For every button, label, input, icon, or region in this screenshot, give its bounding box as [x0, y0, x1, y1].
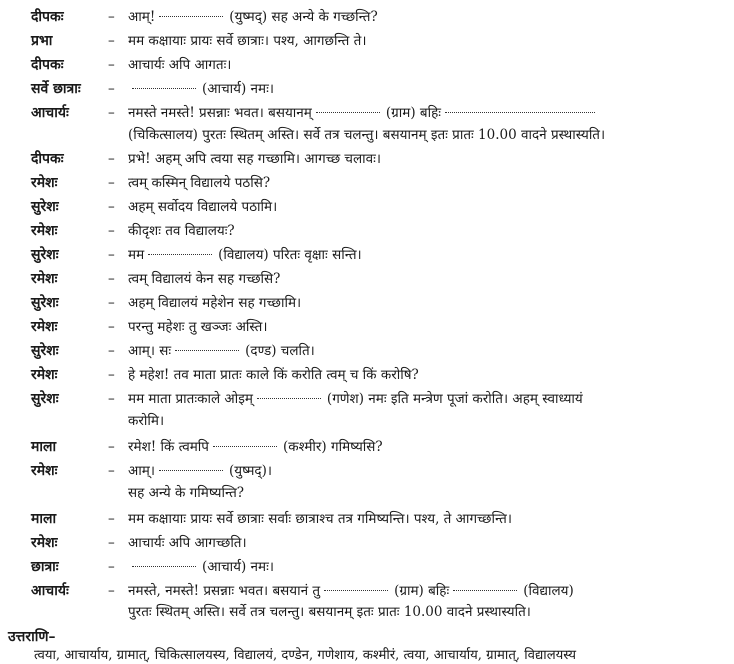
line-text: मम कक्षायाः प्रायः सर्वे छात्राः। पश्य, आगछन्ति ते। — [128, 33, 367, 49]
speaker: दीपकः — [31, 9, 64, 25]
speaker: सर्वे छात्राः — [31, 81, 81, 97]
answers-list: त्वया, आचार्याय, ग्रामात्, चिकित्सालयस्य, विद्यालयं, दण्डेन, गणेशाय, कश्मीरं, त्वया, आचार्याय, ग्रामात्, विद्यालयस्य — [34, 648, 577, 663]
dialogue-line — [0, 172, 734, 194]
line-text: (चिकित्सालय) पुरतः स्थितम् अस्ति। सर्वे तत्र चलन्तु। बसयानम् इतः प्रातः 10.00 वादने प्रस्थास्यति। — [128, 127, 606, 143]
dash: – — [108, 391, 115, 407]
text-after-blank: (युष्मद्) सह अन्ये के गच्छन्ति? — [229, 9, 378, 25]
line-text: आचार्यः अपि आगतः। — [128, 57, 232, 73]
text-after-blank: (दण्ड) चलति। — [245, 343, 315, 359]
dialogue-line — [0, 30, 734, 52]
dialogue-line — [0, 580, 734, 602]
dialogue-line — [0, 196, 734, 218]
fill-blank — [324, 580, 388, 591]
fill-blank — [257, 388, 321, 399]
speaker: रमेशः — [31, 271, 58, 287]
fill-blank — [175, 340, 239, 351]
dialogue-line — [0, 220, 734, 242]
text-after-blank: (कश्मीर) गमिष्यसि? — [282, 439, 383, 455]
line-text: अहम् सर्वोदय विद्यालये पठामि। — [128, 199, 278, 215]
dash: – — [108, 9, 115, 25]
line-text: परन्तु महेशः तु खञ्जः अस्ति। — [128, 319, 268, 335]
dash: – — [108, 271, 115, 287]
dash: – — [108, 583, 115, 599]
text-before-blank: नमस्ते, नमस्ते! प्रसन्नाः भवत। बसयानं तु — [128, 583, 321, 599]
dialogue-line — [0, 268, 734, 290]
line-text: प्रभे! अहम् अपि त्वया सह गच्छामि। आगच्छ चलावः। — [128, 151, 381, 167]
dash: – — [108, 247, 115, 263]
dash: – — [108, 367, 115, 383]
line-text — [128, 580, 574, 602]
dialogue-line-continuation — [0, 482, 734, 504]
dash: – — [108, 559, 115, 575]
dialogue-line — [0, 508, 734, 530]
text-before-blank: आम्। सः — [128, 343, 172, 359]
fill-blank — [132, 78, 196, 89]
dialogue-line-continuation — [0, 124, 734, 146]
line-text — [128, 556, 274, 578]
speaker: सुरेशः — [31, 343, 59, 359]
dash: – — [108, 57, 115, 73]
line-text — [128, 340, 315, 362]
line-text — [128, 388, 583, 410]
fill-blank — [445, 102, 595, 113]
fill-blank — [316, 102, 380, 113]
text-before-blank: आम्! — [128, 9, 156, 25]
line-text: त्वम् कस्मिन् विद्यालये पठसि? — [128, 175, 271, 191]
fill-blank — [159, 6, 223, 17]
text-after-blank: (युष्मद्)। — [229, 463, 272, 479]
dash: – — [108, 105, 115, 121]
dialogue-line — [0, 340, 734, 362]
dialogue-line — [0, 148, 734, 170]
dialogue-line — [0, 102, 734, 124]
dialogue-line — [0, 78, 734, 100]
speaker: सुरेशः — [31, 247, 59, 263]
speaker: सुरेशः — [31, 199, 59, 215]
dialogue-line — [0, 532, 734, 554]
text-before-blank: मम — [128, 247, 145, 263]
dash: – — [108, 295, 115, 311]
line-text: हे महेश! तव माता प्रातः काले किं करोति त्वम् च किं करोषि? — [128, 367, 419, 383]
dialogue-line — [0, 460, 734, 482]
dash: – — [108, 535, 115, 551]
dash: – — [108, 439, 115, 455]
dash: – — [108, 463, 115, 479]
dash: – — [108, 81, 115, 97]
line-text: मम कक्षायाः प्रायः सर्वे छात्राः सर्वाः छात्राश्च तत्र गमिष्यन्ति। पश्य, ते आगच्छन्ति। — [128, 511, 512, 527]
speaker: रमेशः — [31, 463, 58, 479]
speaker: दीपकः — [31, 57, 64, 73]
line-text — [128, 436, 383, 458]
dash: – — [108, 175, 115, 191]
text-before-blank: मम माता प्रातःकाले ओइम् — [128, 391, 253, 407]
dash: – — [108, 223, 115, 239]
speaker: प्रभा — [31, 33, 53, 49]
speaker: रमेशः — [31, 535, 58, 551]
speaker: रमेशः — [31, 319, 58, 335]
line-text: करोमि। — [128, 413, 165, 429]
text-after-blank: (आचार्य) नमः। — [202, 559, 274, 575]
dash: – — [108, 511, 115, 527]
text-after-blank: (विद्यालय) परितः वृक्षाः सन्ति। — [218, 247, 362, 263]
dialogue-line — [0, 388, 734, 410]
dialogue-line — [0, 316, 734, 338]
line-text — [128, 102, 601, 124]
dash: – — [108, 199, 115, 215]
line-text: त्वम् विद्यालयं केन सह गच्छसि? — [128, 271, 281, 287]
speaker: दीपकः — [31, 151, 64, 167]
text-before-blank: रमेश! किं त्वमपि — [128, 439, 209, 455]
line-text — [128, 78, 274, 100]
dash: – — [108, 151, 115, 167]
line-text: कीदृशः तव विद्यालयः? — [128, 223, 235, 239]
fill-blank — [453, 580, 517, 591]
dash: – — [108, 343, 115, 359]
text-after-blank: (गणेश) नमः इति मन्त्रेण पूजां करोति। अहम् स्वाध्यायं — [326, 391, 583, 407]
fill-blank — [213, 436, 277, 447]
dialogue-line — [0, 54, 734, 76]
text-after-blank: (ग्राम) बहिः — [385, 105, 441, 121]
speaker: सुरेशः — [31, 295, 59, 311]
fill-blank — [132, 556, 196, 567]
dialogue-line — [0, 364, 734, 386]
dialogue-line — [0, 436, 734, 458]
speaker: रमेशः — [31, 175, 58, 191]
line-text: अहम् विद्यालयं महेशेन सह गच्छामि। — [128, 295, 302, 311]
dialogue-line-continuation — [0, 601, 734, 623]
speaker: माला — [31, 511, 57, 527]
answers-heading: उत्तराणि– — [8, 629, 56, 645]
text-after-blank: (आचार्य) नमः। — [202, 81, 274, 97]
speaker: माला — [31, 439, 57, 455]
dialogue-line — [0, 292, 734, 314]
dash: – — [108, 33, 115, 49]
dialogue-line-continuation — [0, 410, 734, 432]
text-after-blank: (विद्यालय) — [523, 583, 574, 599]
line-text — [128, 6, 378, 28]
line-text: सह अन्ये के गमिष्यन्ति? — [128, 485, 245, 501]
speaker: छात्राः — [31, 559, 59, 575]
dash: – — [108, 319, 115, 335]
line-text: पुरतः स्थितम् अस्ति। सर्वे तत्र चलन्तु। बसयानम् इतः प्रातः 10.00 वादने प्रस्थास्यति। — [128, 604, 531, 620]
speaker: आचार्यः — [31, 105, 69, 121]
speaker: आचार्यः — [31, 583, 69, 599]
line-text — [128, 460, 272, 482]
text-before-blank: नमस्ते नमस्ते! प्रसन्नाः भवत। बसयानम् — [128, 105, 312, 121]
fill-blank — [159, 460, 223, 471]
dialogue-line — [0, 244, 734, 266]
speaker: रमेशः — [31, 367, 58, 383]
dialogue-line — [0, 6, 734, 28]
line-text: आचार्यः अपि आगच्छति। — [128, 535, 247, 551]
line-text — [128, 244, 362, 266]
dialogue-line — [0, 556, 734, 578]
text-before-blank: आम्। — [128, 463, 155, 479]
speaker: सुरेशः — [31, 391, 59, 407]
speaker: रमेशः — [31, 223, 58, 239]
text-after-blank: (ग्राम) बहिः — [394, 583, 450, 599]
fill-blank — [148, 244, 212, 255]
